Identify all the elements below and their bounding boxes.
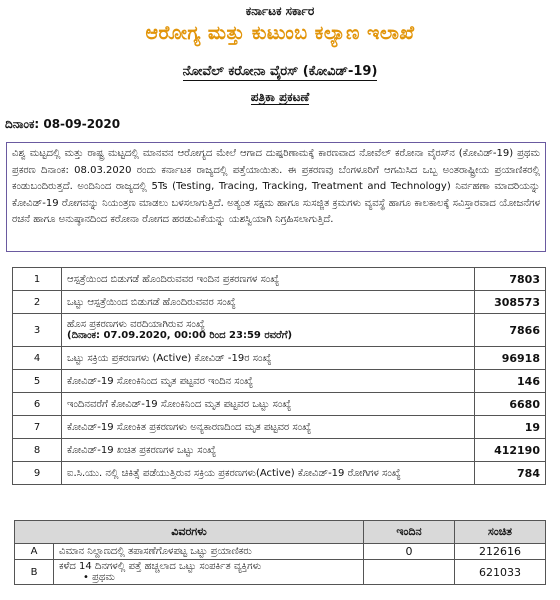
row-label: ಇಂದಿನವರೆಗೆ ಕೋವಿಡ್-19 ಸೋಂಕಿನಿಂದ ಮೃತ ಪಟ್ಟವರ ಒಟ್ಟು ಸಂಖ್ಯೆ — [62, 393, 475, 416]
row-number: 2 — [13, 291, 62, 314]
row-number: 7 — [13, 416, 62, 439]
row-label — [62, 314, 475, 347]
table-row — [13, 462, 546, 485]
table-row — [15, 560, 546, 585]
table-row — [13, 416, 546, 439]
row-label: ಕೋವಿಡ್-19 ಸೋಂಕಿನಿಂದ ಮೃತ ಪಟ್ಟವರ ಇಂದಿನ ಸಂಖ್ಯೆ — [62, 370, 475, 393]
table-row — [13, 439, 546, 462]
row-key: A — [15, 544, 54, 560]
header-today: ಇಂದಿನ — [364, 521, 455, 544]
stats-table — [12, 267, 546, 485]
row-value: 19 — [475, 416, 546, 439]
row-label: ಐ.ಸಿ.ಯು. ನಲ್ಲಿ ಚಿಕಿತ್ಸೆ ಪಡೆಯುತ್ತಿರುವ ಸಕ್ರಿಯ ಪ್ರಕರಣಗಳು(Active) ಕೋವಿಡ್-19 ರೋಗಿಗಳ ಸಂಖ್ಯೆ — [62, 462, 475, 485]
row-value: 7803 — [475, 268, 546, 291]
row-key: B — [15, 560, 54, 585]
intro-paragraph: ವಿಶ್ವ ಮಟ್ಟದಲ್ಲಿ ಮತ್ತು ರಾಷ್ಟ್ರ ಮಟ್ಟದಲ್ಲಿ ಮಾನವನ ಆರೋಗ್ಯದ ಮೇಲೆ ಆಗಾದ ದುಷ್ಪರಿಣಾಮಕ್ಕೆ ಕಾರಣವಾದ ನೋವೆಲ್ ಕರೋನಾ ವೈರಸ್‌ನ (ಕೋವಿಡ್-19) ಪ್ರಥಮ ಪ್ರಕರಣ ದಿನಾಂಕ: 08.03.2020 ರಂದು ಕರ್ನಾಟಕ ರಾಜ್ಯದಲ್ಲಿ ಪತ್ತೆಯಾಯಿತು. ಈ ಪ್ರಕರಣವು ಬೆಂಗಳೂರಿಗೆ ಆಗಮಿಸಿದ ಒಬ್ಬ ಅಂತರಾಷ್ಟ್ರೀಯ ಪ್ರಯಾಣಿಕರಲ್ಲಿ ಕಂಡುಬಂದಿರುತ್ತದೆ. ಅಂದಿನಿಂದ ರಾಜ್ಯದಲ್ಲಿ 5Ts (Testing, Tracing, Tracking, Treatment and Technology) ನಿರ್ವಹಣಾ ಮಾದರಿಯನ್ನು ಕೋವಿಡ್-19 ರೋಗವನ್ನು ನಿಯಂತ್ರಣ ಮಾಡಲು ಬಳಸಲಾಗುತ್ತಿದೆ. ಅತ್ಯಂತ ಸಕ್ಷಮ ಹಾಗೂ ಸುಸಜ್ಜಿತ ಕ್ರಮಗಳು ವ್ಯವಸ್ಥೆ ಹಾಗೂ ಕಾಲಕಾಲಕ್ಕೆ ಸವಿಸ್ತಾರವಾದ ಯೋಜನೆಗಳ ರಚನೆ ಹಾಗೂ ಅನುಷ್ಠಾನದಿಂದ ಕರೋನಾ ರೋಗದ ಹರಡುವಿಕೆಯನ್ನು ಯಶಸ್ವಿಯಾಗಿ ನಿಗ್ರಹಿಸಲಾಗುತ್ತಿದೆ. — [6, 142, 546, 252]
row-number: 9 — [13, 462, 62, 485]
row-value: 146 — [475, 370, 546, 393]
row-label-line1: ಹೊಸ ಪ್ರಕರಣಗಳು ವರದಿಯಾಗಿರುವ ಸಂಖ್ಯೆ — [67, 319, 205, 330]
row-number: 5 — [13, 370, 62, 393]
subject-heading: ನೋವೆಲ್ ಕರೋನಾ ವೈರಸ್ (ಕೋವಿಡ್-19) — [182, 64, 378, 79]
department-title: ಆರೋಗ್ಯ ಮತ್ತು ಕುಟುಂಬ ಕಲ್ಯಾಣ ಇಲಾಖೆ — [145, 22, 415, 44]
row-value: 784 — [475, 462, 546, 485]
table-row — [13, 347, 546, 370]
row-number: 1 — [13, 268, 62, 291]
row-value: 96918 — [475, 347, 546, 370]
table-row — [13, 393, 546, 416]
header-total: ಸಂಚಿತ — [455, 521, 546, 544]
row-label: ಕೋವಿಡ್-19 ಸೋಂಕಿತ ಪ್ರಕರಣಗಳು ಅನ್ಯಕಾರಣದಿಂದ ಮೃತ ಪಟ್ಟವರ ಸಂಖ್ಯೆ — [62, 416, 475, 439]
row-value: 6680 — [475, 393, 546, 416]
table-row — [13, 291, 546, 314]
row-label: ಕೋವಿಡ್-19 ಖಚಿತ ಪ್ರಕರಣಗಳ ಒಟ್ಟು ಸಂಖ್ಯೆ — [62, 439, 475, 462]
table-row — [13, 314, 546, 347]
row-number: 3 — [13, 314, 62, 347]
row-label-line2: (ದಿನಾಂಕ: 07.09.2020, 00:00 ರಿಂದ 23:59 ರವರೆಗೆ) — [67, 330, 293, 341]
row-label: ಆಸ್ಪತ್ರೆಯಿಂದ ಬಿಡುಗಡೆ ಹೊಂದಿರುವವರ ಇಂದಿನ ಪ್ರಕರಣಗಳ ಸಂಖ್ಯೆ — [62, 268, 475, 291]
release-date: ದಿನಾಂಕ: 08-09-2020 — [5, 117, 121, 131]
table-row — [15, 544, 546, 560]
bullet-item: • ಪ್ರಥಮ — [83, 572, 115, 583]
row-value: 7866 — [475, 314, 546, 347]
government-name: ಕರ್ನಾಟಕ ಸರ್ಕಾರ — [245, 4, 315, 18]
row-label: ವಿಮಾನ ನಿಲ್ದಾಣದಲ್ಲಿ ತಪಾಸಣೆಗೊಳಪಟ್ಟ ಒಟ್ಟು ಪ್ರಯಾಣಿಕರು — [54, 544, 364, 560]
row-number: 4 — [13, 347, 62, 370]
row-total: 621033 — [455, 560, 546, 585]
row-label: ಒಟ್ಟು ಆಸ್ಪತ್ರೆಯಿಂದ ಬಿಡುಗಡೆ ಹೊಂದಿರುವವರ ಸಂಖ್ಯೆ — [62, 291, 475, 314]
row-label — [54, 560, 364, 585]
row-value: 308573 — [475, 291, 546, 314]
row-today: 0 — [364, 544, 455, 560]
bullet-text: ಪ್ರಥಮ — [92, 572, 115, 583]
summary-header-row — [15, 521, 546, 544]
row-label-text: ಕಳೆದ 14 ದಿನಗಳಲ್ಲಿ ಪತ್ತೆ ಹಚ್ಚಲಾದ ಒಟ್ಟು ಸಂಪರ್ಕಿತ ವ್ಯಕ್ತಿಗಳು — [59, 561, 262, 572]
row-value: 412190 — [475, 439, 546, 462]
row-today — [364, 560, 455, 585]
table-row — [13, 370, 546, 393]
row-number: 6 — [13, 393, 62, 416]
row-total: 212616 — [455, 544, 546, 560]
row-label: ಒಟ್ಟು ಸಕ್ರಿಯ ಪ್ರಕರಣಗಳು (Active) ಕೋವಿಡ್ -19ರ ಸಂಖ್ಯೆ — [62, 347, 475, 370]
summary-table — [14, 520, 546, 585]
press-release-heading: ಪತ್ರಿಕಾ ಪ್ರಕಟಣೆ — [250, 90, 310, 104]
header-details: ವಿವರಗಳು — [15, 521, 364, 544]
table-row — [13, 268, 546, 291]
row-number: 8 — [13, 439, 62, 462]
